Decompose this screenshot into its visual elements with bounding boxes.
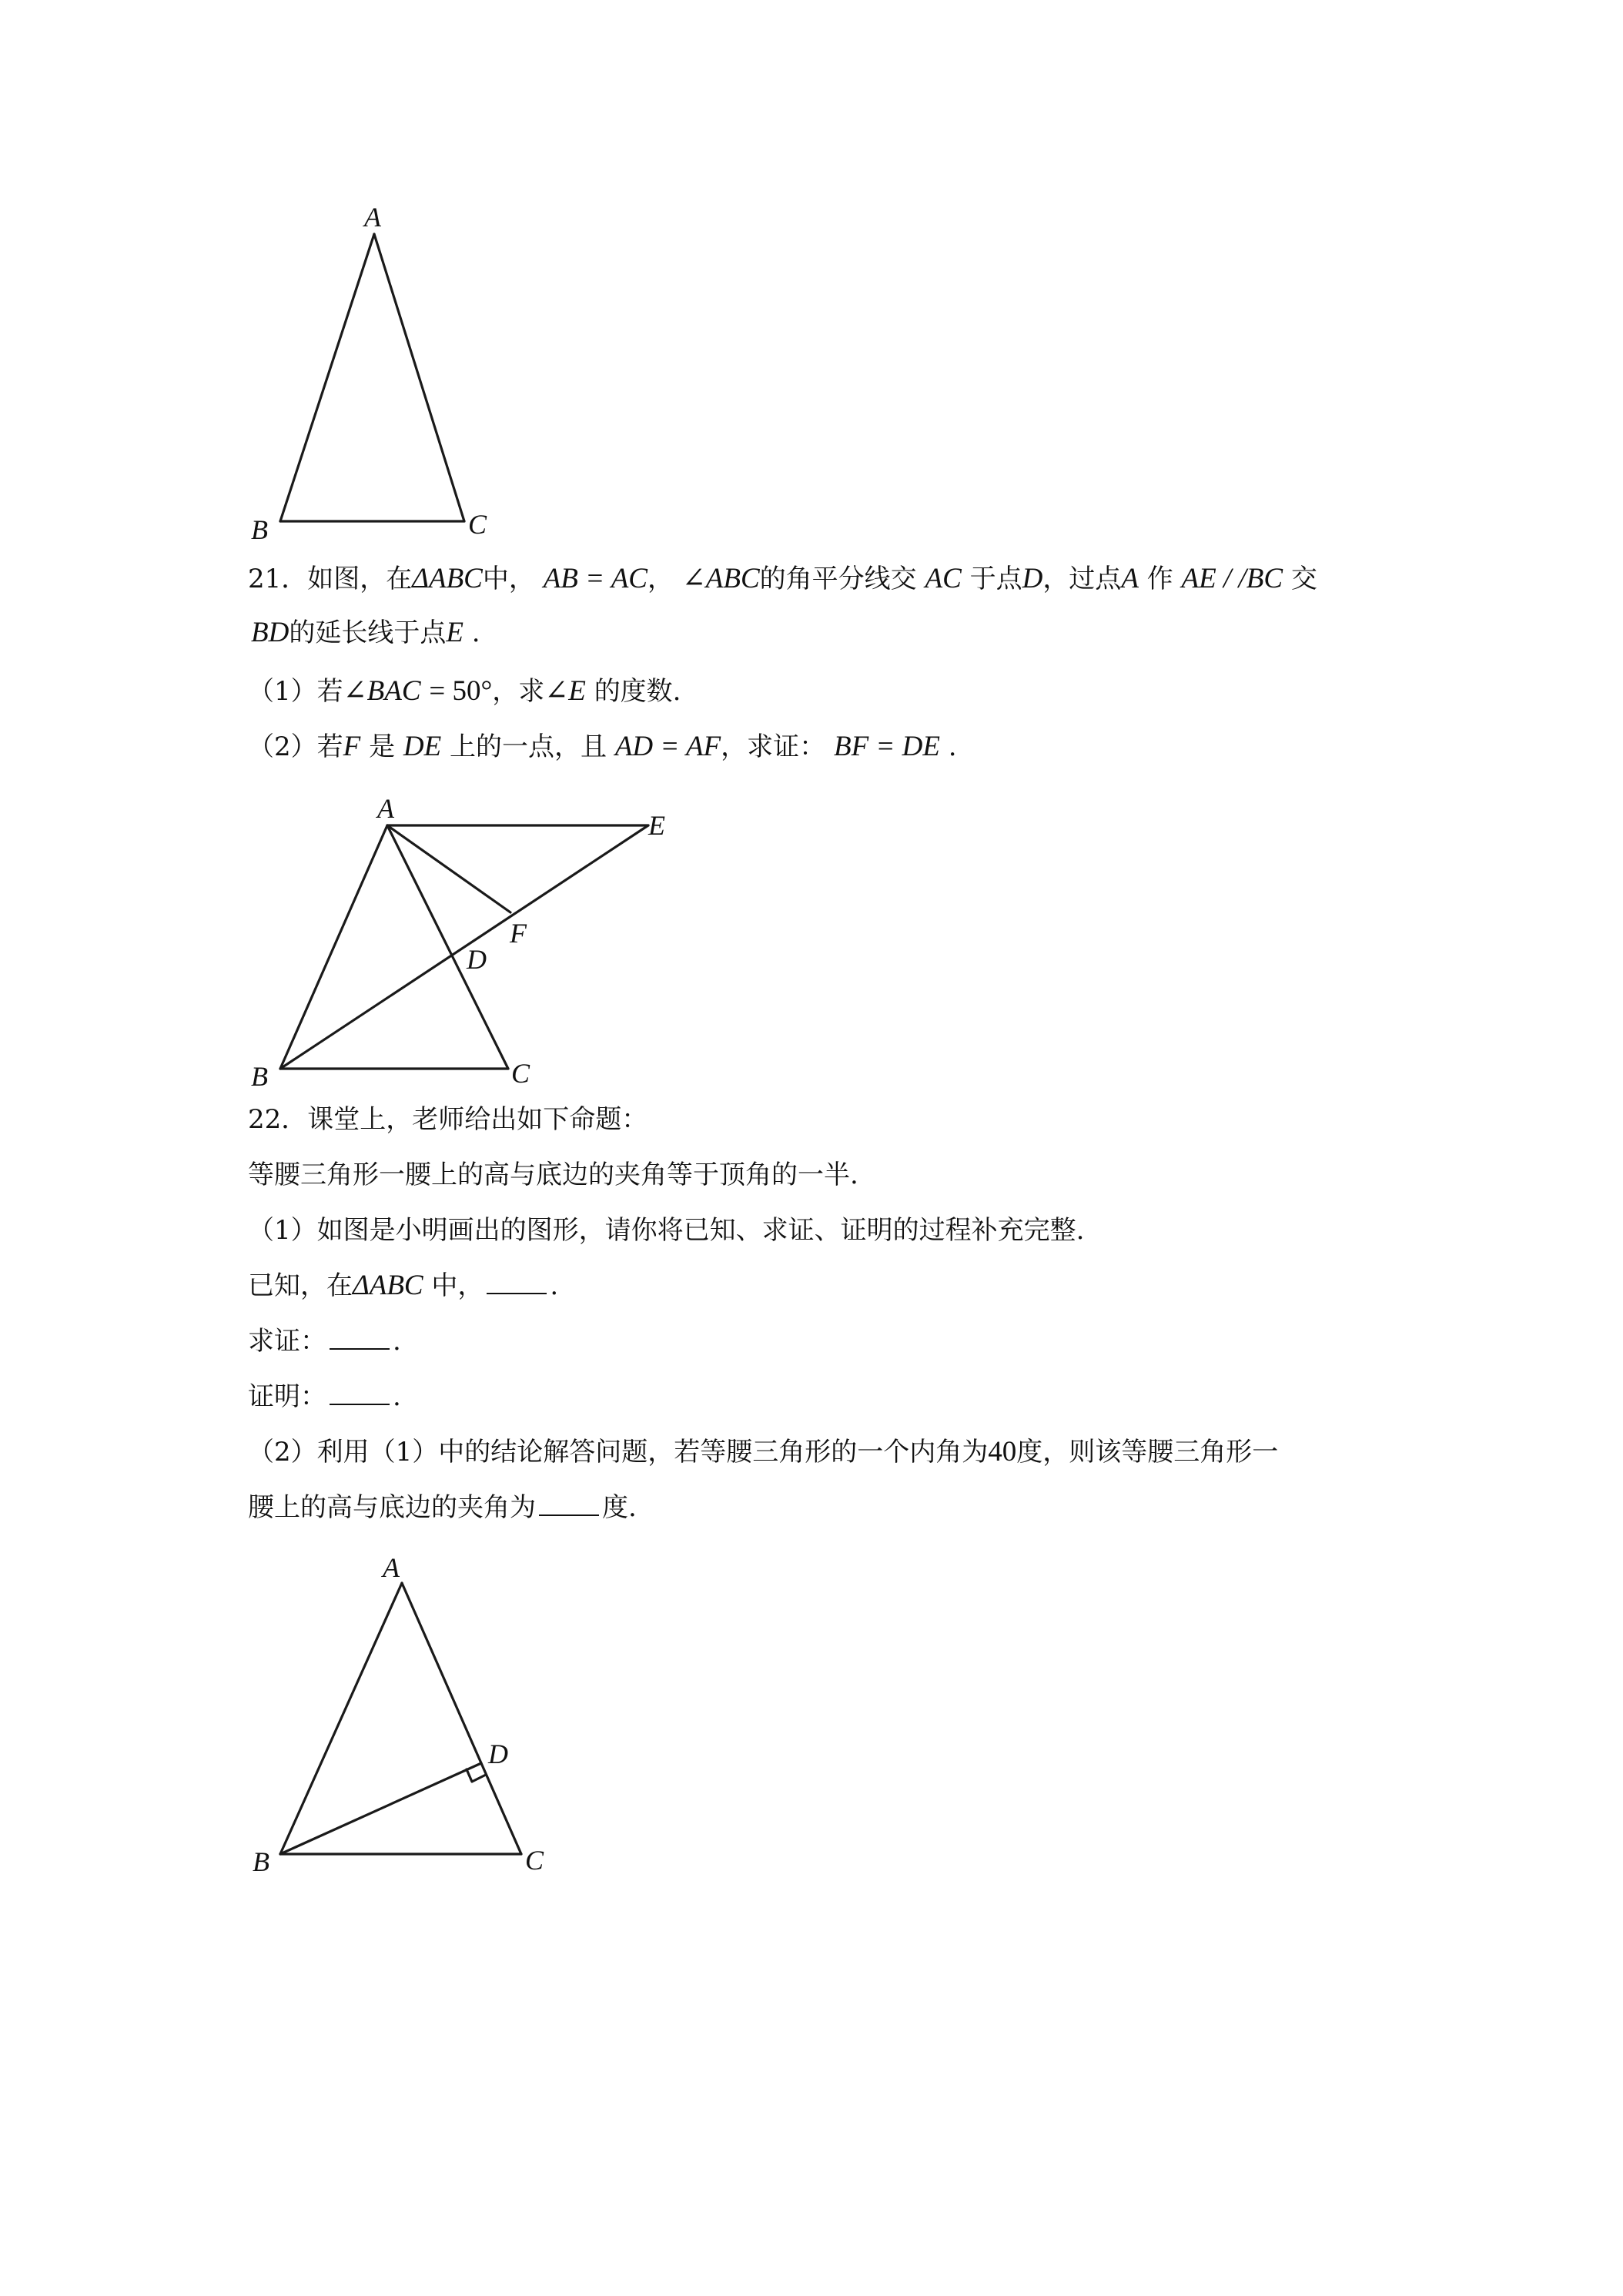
problem22-prove xyxy=(248,1324,401,1358)
text: . xyxy=(471,618,480,648)
text: . xyxy=(550,1270,559,1301)
figure1-side-ac xyxy=(374,234,464,521)
angle-answer-blank[interactable] xyxy=(539,1491,599,1516)
given-blank[interactable] xyxy=(487,1270,547,1294)
math-angle-bac: ∠BAC xyxy=(343,675,421,707)
figure2-line-be xyxy=(280,825,648,1069)
math-triangle-abc: ΔABC xyxy=(412,563,483,594)
figure1-label-c: C xyxy=(468,509,487,540)
text: 作 xyxy=(1146,564,1173,594)
text: 度. xyxy=(602,1492,637,1523)
figure1-label-b: B xyxy=(251,514,268,545)
text: 求证： xyxy=(248,1326,326,1357)
figure2-label-f: F xyxy=(510,918,527,949)
text: . xyxy=(948,731,957,762)
text: 交 xyxy=(1290,564,1317,594)
text: . xyxy=(393,1381,401,1412)
math-ac: AC xyxy=(925,563,962,594)
proof-blank[interactable] xyxy=(330,1381,390,1405)
figure2-label-d: D xyxy=(467,944,487,975)
math-angle-e: ∠E xyxy=(544,675,586,707)
figure3-side-ac xyxy=(402,1583,521,1854)
text: 已知，在 xyxy=(248,1270,353,1301)
figure3-label-c: C xyxy=(525,1845,544,1876)
math-f: F xyxy=(343,731,361,762)
problem22-part2 xyxy=(248,1435,1278,1469)
problem21-part1 xyxy=(248,674,681,708)
prove-blank[interactable] xyxy=(330,1325,390,1350)
text: 证明： xyxy=(248,1381,326,1412)
text: 上的一点，且 xyxy=(450,731,607,762)
math-ae-parallel-bc: AE / /BC xyxy=(1181,563,1283,594)
text: （2）若 xyxy=(248,731,343,762)
figure3-right-angle-mark xyxy=(467,1769,486,1782)
text: 的度数. xyxy=(594,676,681,707)
figure1-side-ab xyxy=(280,234,374,521)
figure2-label-a: A xyxy=(377,793,394,824)
figure2-label-c: C xyxy=(511,1058,530,1089)
math-de: DE xyxy=(403,731,442,762)
text: 度，则该等腰三角形一 xyxy=(1016,1437,1279,1468)
text: 是 xyxy=(369,731,396,762)
math-triangle-abc: ΔABC xyxy=(353,1270,423,1301)
figure2-lines xyxy=(280,825,648,1069)
text: 中， xyxy=(431,1270,484,1301)
figure3-label-d: D xyxy=(488,1739,508,1769)
text: . xyxy=(393,1326,401,1357)
problem22-given xyxy=(248,1269,558,1303)
problem22-part1: （1）如图是小明画出的图形，请你将已知、求证、证明的过程补充完整. xyxy=(248,1215,1085,1246)
figure3-side-ab xyxy=(280,1583,402,1854)
text: ，过点 xyxy=(1042,564,1122,594)
figure2-label-e: E xyxy=(648,810,665,841)
text: ，求 xyxy=(492,676,545,707)
text: ，求证： xyxy=(721,731,826,762)
math-e: E xyxy=(446,617,463,648)
text: ， xyxy=(647,564,674,594)
figure1-lines xyxy=(280,234,464,521)
problem21-number: 21．如图，在 xyxy=(248,564,413,594)
figure3-altitude-bd xyxy=(280,1763,481,1854)
problem22-proof xyxy=(248,1380,401,1414)
figure2-label-b: B xyxy=(251,1061,268,1092)
figure1-label-a: A xyxy=(364,202,381,233)
text: 的角平分线交 xyxy=(759,564,917,594)
math-ad-eq-af: AD = AF xyxy=(614,731,721,762)
problem22-part2b xyxy=(248,1491,637,1525)
problem21-line1 xyxy=(248,562,1317,596)
math-bd: BD xyxy=(251,617,289,648)
math-d: D xyxy=(1022,563,1043,594)
figure2-line-af xyxy=(387,825,510,912)
problem22-line2: 等腰三角形一腰上的高与底边的夹角等于顶角的一半. xyxy=(248,1160,858,1190)
math-ab-eq-ac: AB = AC xyxy=(543,563,648,594)
math-eq-50-deg: = 50° xyxy=(429,675,493,707)
text: （2）利用（1）中的结论解答问题，若等腰三角形的一个内角为 xyxy=(248,1437,989,1468)
figure2-side-ac xyxy=(387,825,508,1069)
text: 的延长线于点 xyxy=(289,618,447,648)
math-a: A xyxy=(1121,563,1139,594)
math-bf-eq-de: BF = DE xyxy=(833,731,940,762)
math-angle-abc: ∠ABC xyxy=(681,563,760,594)
figure3-label-b: B xyxy=(253,1846,269,1877)
problem21-line2 xyxy=(251,616,480,650)
figure3-lines xyxy=(280,1583,521,1854)
problem21-part2 xyxy=(248,730,957,764)
number-40: 40 xyxy=(988,1436,1017,1468)
problem22-line1: 22．课堂上，老师给出如下命题： xyxy=(248,1104,648,1135)
figure3-label-a: A xyxy=(383,1552,400,1583)
text: （1）若 xyxy=(248,676,343,707)
text: 中， xyxy=(482,564,535,594)
text: 腰上的高与底边的夹角为 xyxy=(248,1492,536,1523)
text: 于点 xyxy=(969,564,1022,594)
